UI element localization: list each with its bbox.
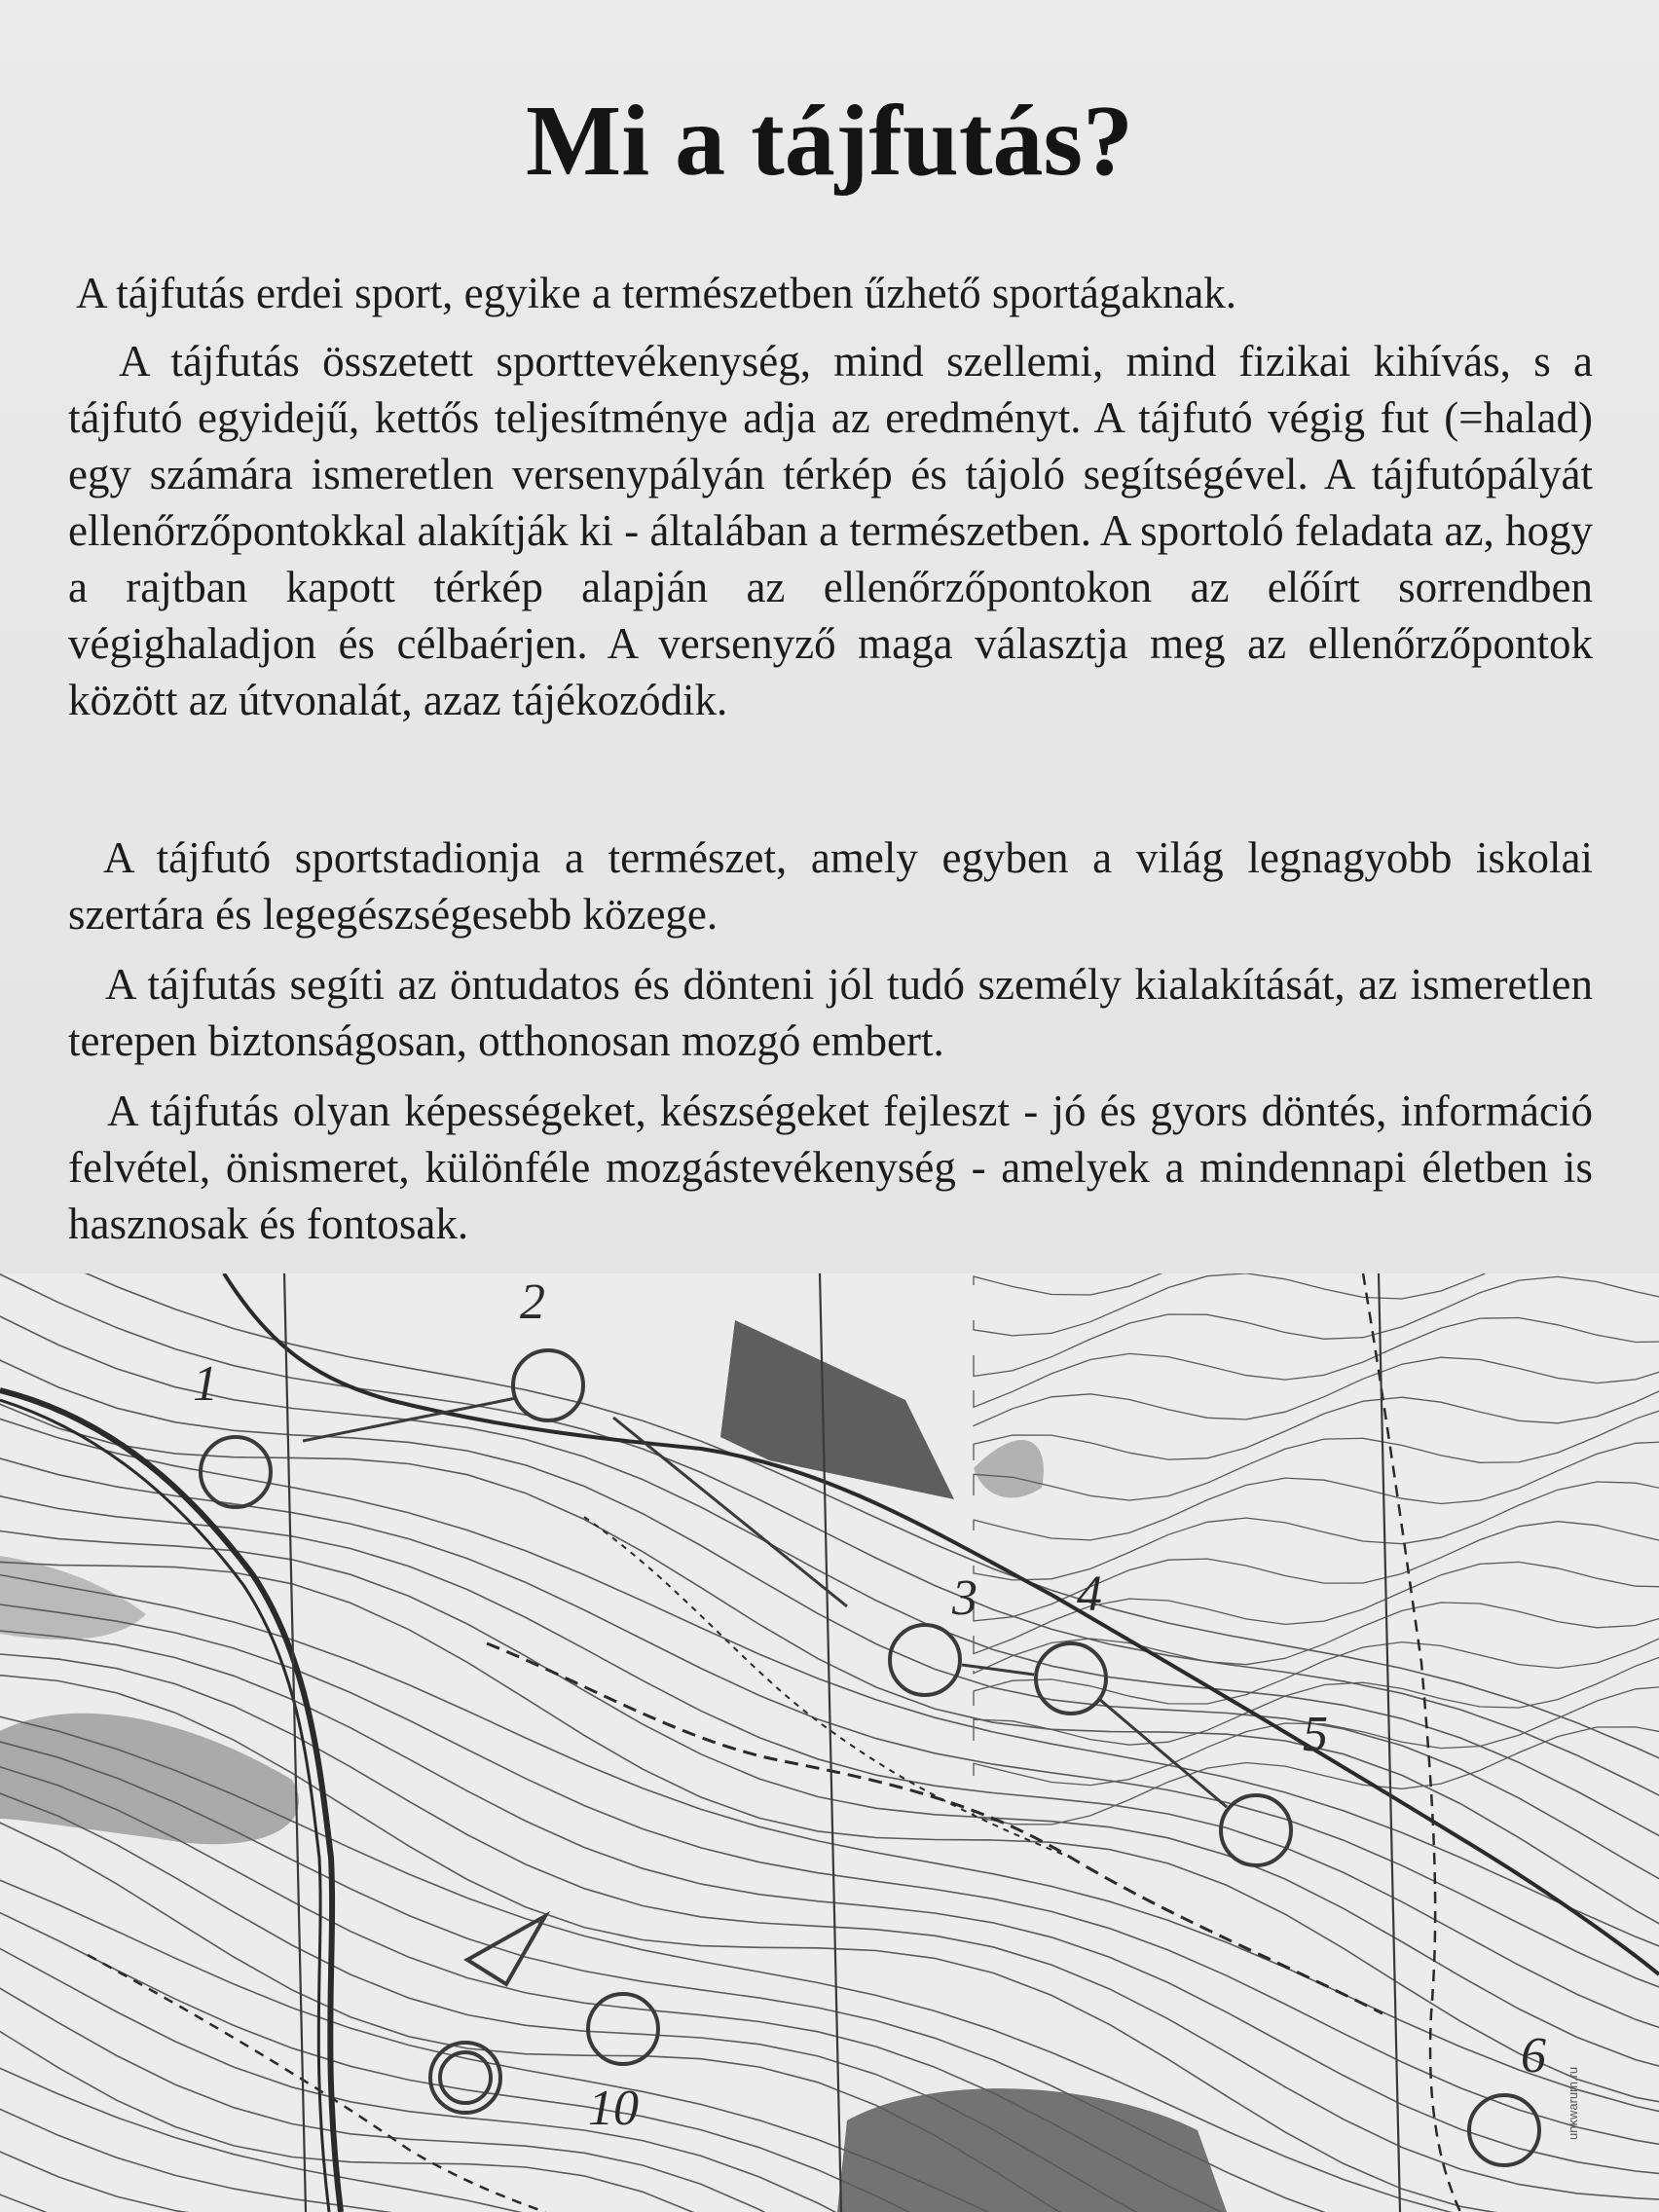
control-number-label: 5 bbox=[1303, 1707, 1328, 1762]
orienteering-map-icon bbox=[0, 1273, 1659, 2212]
paragraph-2: A tájfutás összetett sporttevékenység, mind szellemi, mind fizikai kihívás, s a tájfutó egyidejű, kettős teljesítménye adja az eredményt. A tájfutó végig fut (=halad) egy számára ismeretlen versenypályán térkép és tájoló segítségével. A tájfutópályát ellenőrzőpontokkal alakítják ki - általában a természetben. A sportoló feladata az, hogy a rajtban kapott térkép alapján az ellenőrzőpontokon az előírt sorrendben végighaladjon és célbaérjen. A versenyző maga választja meg az ellenőrzőpontok között az útvonalát, azaz tájékozódik. bbox=[68, 337, 1593, 724]
paragraph-5: A tájfutás olyan képességeket, készségeket fejleszt - jó és gyors döntés, információ felvétel, önismeret, különféle mozgástevékenység - amelyek a mindennapi életben is hasznosak és fontosak. bbox=[68, 1087, 1593, 1248]
paragraph-3: A tájfutó sportstadionja a természet, amely egyben a világ legnagyobb iskolai szertára és legegészségesebb közege. bbox=[68, 833, 1593, 939]
control-number-label: 6 bbox=[1521, 2028, 1546, 2083]
control-number-label: 4 bbox=[1077, 1567, 1102, 1622]
stadium-paragraph bbox=[68, 830, 1593, 942]
paragraph-1: A tájfutás erdei sport, egyike a természetben űzhető sportágaknak. bbox=[76, 269, 1237, 317]
paragraph-4: A tájfutás segíti az öntudatos és dönteni jól tudó személy kialakítását, az ismeretlen terepen biztonságosan, otthonosan mozgó embert. bbox=[68, 960, 1593, 1065]
page-title: Mi a tájfutás? bbox=[526, 85, 1133, 197]
control-number-label: 10 bbox=[588, 2081, 639, 2136]
control-number-label: 3 bbox=[952, 1570, 977, 1626]
control-number-label: 2 bbox=[520, 1274, 545, 1330]
description-paragraph bbox=[68, 333, 1593, 728]
intro-paragraph bbox=[68, 265, 1593, 321]
benefit-paragraph bbox=[68, 956, 1593, 1069]
control-number-label: 1 bbox=[193, 1356, 218, 1412]
watermark: unkwarum.ru bbox=[1566, 2066, 1580, 2140]
skills-paragraph bbox=[68, 1083, 1593, 1252]
orienteering-map bbox=[0, 1273, 1659, 2212]
